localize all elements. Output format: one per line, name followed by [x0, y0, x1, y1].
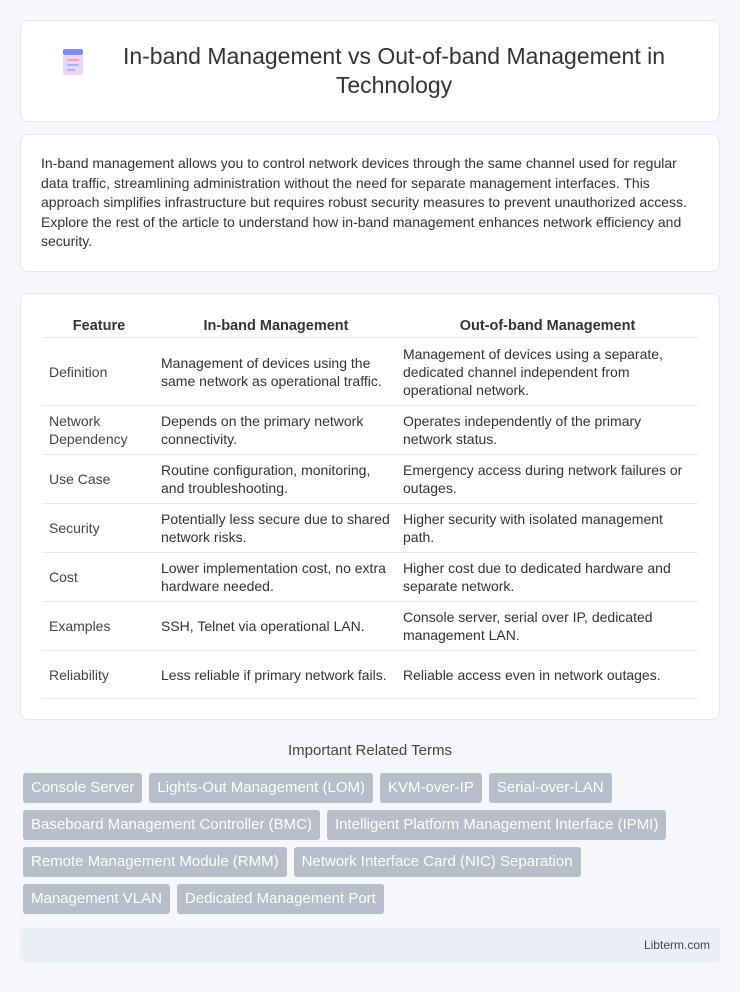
related-terms-list — [23, 773, 723, 921]
feature-cell: Cost — [43, 553, 155, 602]
comparison-card — [20, 293, 720, 720]
in-band-cell: Depends on the primary network connectivity. — [155, 406, 397, 455]
table-row — [43, 455, 698, 504]
page-title: In-band Management vs Out-of-band Management in Technology — [122, 43, 666, 98]
table-row — [43, 338, 698, 406]
related-term-tag[interactable]: Lights-Out Management (LOM) — [149, 773, 373, 803]
comparison-table — [43, 314, 698, 699]
table-row — [43, 651, 698, 699]
table-row — [43, 553, 698, 602]
out-of-band-cell: Operates independently of the primary network status. — [397, 406, 698, 455]
footer — [20, 928, 720, 962]
intro-text: In-band management allows you to control network devices through the same channel used for regular data traffic, streamlining administration without the need for separate management interfaces. This approach simplifies infrastructure but requires robust security measures to prevent unauthorized access. Explore the rest of the article to understand how in-band management enhances network efficiency and security. — [41, 155, 687, 250]
footer-site-link[interactable]: Libterm.com — [643, 938, 710, 952]
related-term-tag[interactable]: Console Server — [23, 773, 142, 803]
intro-card — [20, 134, 720, 272]
table-row — [43, 602, 698, 651]
out-of-band-cell: Management of devices using a separate, dedicated channel independent from operational network. — [397, 338, 698, 406]
feature-cell: Network Dependency — [43, 406, 155, 455]
out-of-band-cell: Higher security with isolated management path. — [397, 504, 698, 553]
feature-cell: Definition — [43, 338, 155, 406]
related-term-tag[interactable]: Network Interface Card (NIC) Separation — [294, 847, 581, 877]
title-card — [20, 20, 720, 122]
related-term-tag[interactable]: Remote Management Module (RMM) — [23, 847, 287, 877]
title-wrap — [60, 42, 680, 100]
table-header-row — [43, 314, 698, 338]
feature-cell: Reliability — [43, 651, 155, 699]
feature-cell: Use Case — [43, 455, 155, 504]
related-term-tag[interactable]: Baseboard Management Controller (BMC) — [23, 810, 320, 840]
related-term-tag[interactable]: KVM-over-IP — [380, 773, 482, 803]
in-band-cell: Potentially less secure due to shared network risks. — [155, 504, 397, 553]
out-of-band-cell: Emergency access during network failures or outages. — [397, 455, 698, 504]
out-of-band-cell: Console server, serial over IP, dedicated management LAN. — [397, 602, 698, 651]
table-row — [43, 406, 698, 455]
related-term-tag[interactable]: Management VLAN — [23, 884, 170, 914]
header-in-band: In-band Management — [155, 314, 397, 338]
in-band-cell: Less reliable if primary network fails. — [155, 651, 397, 699]
in-band-cell: Management of devices using the same network as operational traffic. — [155, 338, 397, 406]
in-band-cell: SSH, Telnet via operational LAN. — [155, 602, 397, 651]
related-term-tag[interactable]: Serial-over-LAN — [489, 773, 612, 803]
feature-cell: Examples — [43, 602, 155, 651]
table-row — [43, 504, 698, 553]
in-band-cell: Routine configuration, monitoring, and troubleshooting. — [155, 455, 397, 504]
out-of-band-cell: Reliable access even in network outages. — [397, 651, 698, 699]
out-of-band-cell: Higher cost due to dedicated hardware and separate network. — [397, 553, 698, 602]
header-feature: Feature — [43, 314, 155, 338]
feature-cell: Security — [43, 504, 155, 553]
related-term-tag[interactable]: Dedicated Management Port — [177, 884, 384, 914]
in-band-cell: Lower implementation cost, no extra hardware needed. — [155, 553, 397, 602]
related-term-tag[interactable]: Intelligent Platform Management Interface (IPMI) — [327, 810, 666, 840]
related-terms-title: Important Related Terms — [288, 742, 452, 759]
header-out-of-band: Out-of-band Management — [397, 314, 698, 338]
document-icon — [60, 48, 86, 76]
